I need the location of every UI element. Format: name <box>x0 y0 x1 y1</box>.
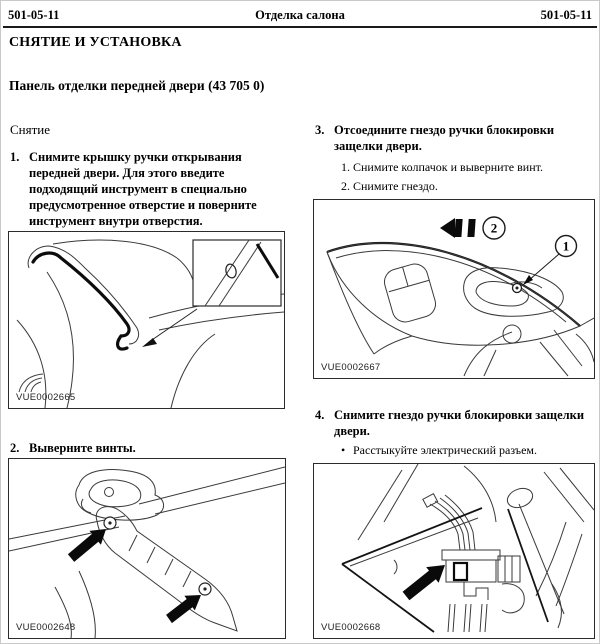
inset-detail-box <box>193 240 281 306</box>
screw-icons <box>104 517 211 595</box>
pointer-arrow <box>142 309 197 347</box>
step-1 <box>10 149 286 229</box>
page-header <box>8 8 592 23</box>
screw-arrow-2 <box>166 595 201 623</box>
lock-bezel-drawing <box>314 200 594 378</box>
screws-location-drawing <box>9 459 285 638</box>
doc-subtitle: Панель отделки передней двери (43 705 0) <box>9 78 265 93</box>
step-4-number: 4. <box>315 408 325 422</box>
step-4-text: Снимите гнездо ручки блокировки защелки двери. <box>334 408 585 438</box>
header-left-code: 501-05-11 <box>8 8 60 22</box>
header-title: Отделка салона <box>255 8 345 22</box>
step-3-text: Отсоедините гнездо ручки блокировки защелки двери. <box>334 123 555 153</box>
trim-strip-outline <box>33 253 129 349</box>
figure-1-label: VUE0002665 <box>16 392 76 403</box>
header-right-code: 501-05-11 <box>540 8 592 22</box>
step-1-number: 1. <box>10 150 20 164</box>
figure-1 <box>8 231 285 409</box>
header-rule <box>3 26 597 28</box>
svg-text:1: 1 <box>562 238 570 254</box>
step-2-number: 2. <box>10 441 20 455</box>
electrical-connector-drawing <box>314 464 594 638</box>
section-title: СНЯТИЕ И УСТАНОВКА <box>9 35 182 50</box>
step-3-number: 3. <box>315 123 325 137</box>
figure-3-label: VUE0002667 <box>321 362 381 373</box>
substep-2: 2. Снимите гнездо. <box>341 178 438 193</box>
step-1-text: Снимите крышку ручки открывания передней двери. Для этого введите подходящий инструмент в специально предусмотренное отверстие и поверните инструмент внутри отверстия. <box>29 150 257 228</box>
subsection-title: Снятие <box>10 122 51 137</box>
svg-text:2: 2 <box>490 220 498 236</box>
step-4 <box>315 407 597 439</box>
step-2 <box>10 440 286 456</box>
figure-4-label: VUE0002668 <box>321 622 381 633</box>
callout-2 <box>483 217 505 239</box>
step-3 <box>315 122 593 154</box>
connector-latch <box>454 563 467 580</box>
connector-arrow <box>403 565 445 600</box>
step-2-text: Выверните винты. <box>29 441 136 455</box>
substep-1: 1. Снимите колпачок и выверните винт. <box>341 160 543 174</box>
figure-2-label: VUE0002648 <box>16 622 76 633</box>
door-handle-cover-drawing <box>9 232 284 408</box>
step-3-substeps <box>341 158 591 195</box>
bullet-marker: • <box>341 443 346 457</box>
direction-arrow <box>440 218 476 238</box>
sound-arcs-icon <box>19 374 43 392</box>
figure-2 <box>8 458 286 639</box>
callout-1 <box>523 236 577 286</box>
figure-4 <box>313 463 595 639</box>
bezel-screw-icon <box>513 284 522 293</box>
figure-3 <box>313 199 595 379</box>
bullet-text: Расстыкуйте электрический разъем. <box>353 443 537 457</box>
step-4-bullet <box>341 443 591 458</box>
